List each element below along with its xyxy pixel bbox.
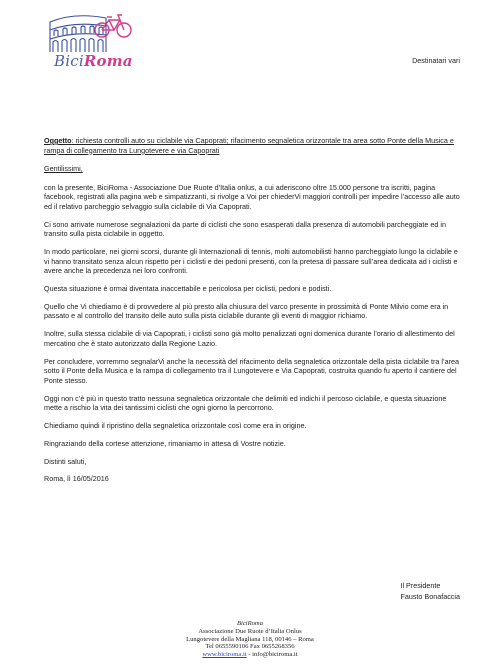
paragraph-signage: Per concludere, vorremmo segnalarVi anche la necessità del rifacimento della segnaletica orizzontale della pista ciclabile tra l’area sotto il Ponte della Musica e la rampa di collegamento tra il Lungotevere e Via Capoprati, costruita quando fu aperto il cantiere del Ponte stesso. (44, 356, 459, 385)
logo-wordmark (54, 52, 133, 70)
paragraph-unacceptable: Questa situazione è ormai diventata inaccettabile e pericolosa per ciclisti, pedoni e podisti. (44, 284, 332, 294)
paragraph-intro: con la presente, BiciRoma - Associazione Due Ruote d’Italia onlus, a cui aderiscono oltre 15.000 persone tra iscritti, pagina facebook, registrati alla pagina web e simpatizzanti, si rivolge a Voi per chiederVi maggiori controlli per impedire l’accesso alle auto ed il relativo parcheggio selvaggio sulla ciclabile di Via Capoprati. (44, 182, 460, 211)
logo-word-bici: Bici (54, 52, 84, 70)
subject-line (44, 136, 464, 155)
paragraph-thanks: Ringraziando della cortese attenzione, rimaniamo in attesa di Vostre notizie. (44, 438, 286, 448)
letterhead-footer (0, 620, 500, 659)
paragraph-market: Inoltre, sulla stessa ciclabile di via Capoprati, i ciclisti sono già molto penalizzati ogni domenica durante l’orario di allestimento del mercatino che è stato autorizzato dalla Regione Lazio. (44, 329, 455, 348)
paragraph-restore: Chiediamo quindi il ripristino della segnaletica orizzontale così come era in origine. (44, 420, 307, 430)
footer-org-full: Associazione Due Ruote d’Italia Onlus (198, 627, 302, 635)
email-address[interactable]: info@biciroma.it (252, 651, 298, 659)
signature-role: Il Presidente (400, 581, 441, 590)
footer-separator: - (246, 651, 253, 659)
paragraph-risk: Oggi non c’è più in questo tratto nessuna segnaletica orizzontale che delimiti ed indichi il percoso ciclabile, e questa situazione mette a rischio la vita dei tantissimi ciclisti che ogni giorno la percorrono. (44, 393, 447, 413)
paragraph-tennis: In modo particolare, nei giorni scorsi, durante gli Internazionali di tennis, molti automobilisti hanno parcheggiato lungo la ciclabile e vi hanno transitato senza alcun rispetto per i ciclisti e dei pedoni presenti, con la pretesa di passare sull’area dedicata ad i ciclisti e avere anche la precedenza nei loro confronti. (44, 247, 458, 276)
logo-word-roma: Roma (83, 52, 133, 70)
biciroma-logo (44, 8, 134, 76)
signature-name: Fausto Bonafaccia (400, 592, 460, 601)
recipient-line: Destinatari vari (412, 56, 460, 65)
footer-address: Lungotevere della Magliana 118, 00146 – Roma (186, 635, 314, 643)
footer-phone: Tel 0655590106 Fax 0655268356 (205, 643, 295, 651)
paragraph-request: Quello che Vi chiediamo è di provvedere al più presto alla chiusura del varco presente in prossimità di Ponte Milvio come era in passato e al controllo del transito delle auto sulla pista ciclabile durante gli eventi di maggior richiamo. (44, 301, 449, 321)
subject-text: : richiesta controlli auto su ciclabile via Capoprati; rifacimento segnaletica orizzontale tra area sotto Ponte della Musica e rampa di collegamento tra Lungotevere e via Capoprati (44, 136, 454, 155)
greeting: Gentilissimi, (44, 164, 83, 174)
date-line: Roma, lì 16/05/2016 (44, 474, 109, 484)
signature-block (400, 580, 460, 602)
footer-contacts (0, 651, 500, 659)
website-link[interactable]: www.biciroma.it (202, 651, 247, 659)
footer-org-name: BiciRoma (236, 620, 263, 627)
subject-label: Oggetto (44, 136, 72, 145)
closing: Distinti saluti, (44, 456, 87, 466)
paragraph-reports: Ci sono arrivate numerose segnalazioni da parte di ciclisti che sono esasperati dalla presenza di automobili parcheggiate ed in transito sulla pista ciclabile in oggetto. (44, 219, 446, 239)
letter-body (44, 136, 464, 492)
